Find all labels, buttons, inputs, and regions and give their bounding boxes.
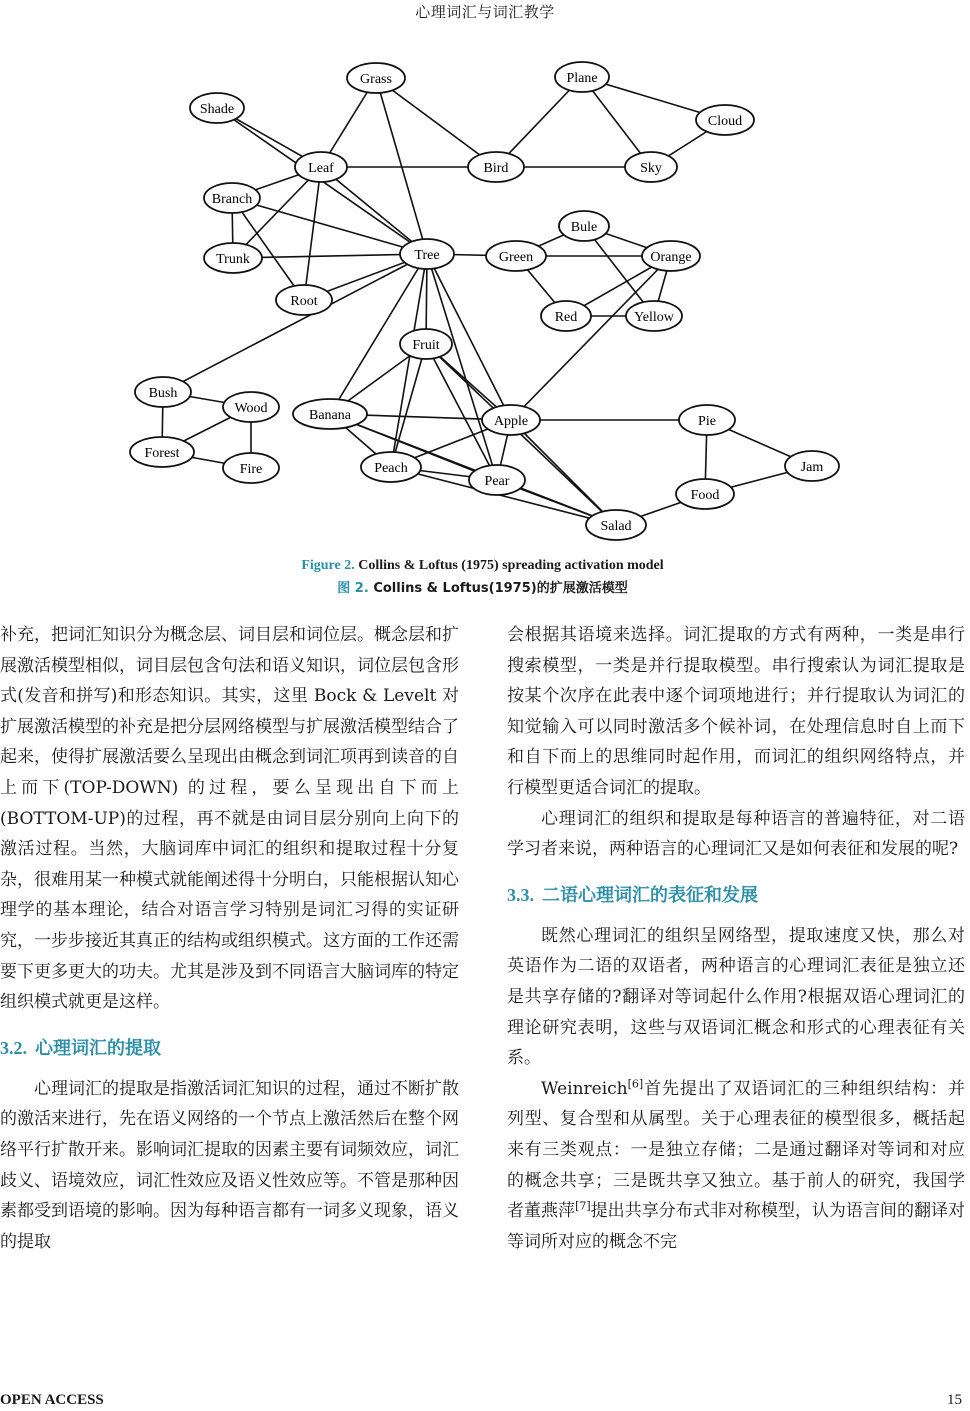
left-paragraph-1: 补充，把词汇知识分为概念层、词目层和词位层。概念层和扩展激活模型相似，词目层包含句法和语义知识，词位层包含形式(发音和拼写)和形态知识。其实，这里 Bock & Levelt 对扩展激活模型的补充是把分层网络模型与扩展激活模型结合了起来，使得扩展激活要么呈现出由概念到词汇项再到读音的自上而下(TOP-DOWN) 的过程，要么呈现出自下而上(BOTTOM-UP)的过程，再不就是由词目层分别向上向下的激活过程。当然，大脑词库中词汇的组织和提取过程十分复杂，很难用某一种模式就能阐述得十分明白，只能根据认知心理学的基本理论，结合对语言学习特别是词汇习得的实证研究，一步步接近其真正的结构或组织模式。这方面的工作还需要下更多更大的功夫。尤其是涉及到不同语言大脑词库的特定组织模式就更是这样。 (0, 625, 459, 1013)
section-number: 3.2. (0, 1037, 27, 1058)
node-label: Branch (211, 192, 253, 207)
spreading-activation-network-diagram (120, 30, 850, 550)
section-heading-3-2 (0, 1035, 459, 1062)
node-trunk (204, 243, 262, 273)
node-label: Root (290, 294, 318, 309)
figure-label-en: Figure 2. (301, 558, 355, 573)
node-sky (625, 152, 677, 182)
node-label: Grass (360, 72, 392, 87)
node-red (541, 301, 591, 331)
node-bird (468, 152, 524, 182)
author-name: Weinreich (541, 1078, 628, 1099)
node-label: Pie (698, 414, 716, 429)
page-number: 15 (947, 1392, 962, 1408)
figure-caption-zh (0, 577, 965, 596)
node-label: Jam (800, 460, 824, 475)
node-label: Trunk (216, 252, 250, 267)
edge-branch-tree (232, 198, 427, 254)
node-branch (204, 183, 260, 213)
node-label: Bule (570, 220, 598, 235)
node-label: Yellow (634, 310, 674, 325)
node-label: Food (690, 488, 720, 503)
node-label: Salad (600, 519, 632, 534)
node-salad (586, 510, 646, 540)
node-green (486, 241, 546, 271)
node-label: Fire (239, 462, 263, 477)
paragraph-text: 提出共享分布式非对称模型，认为语言间的翻译对等词所对应的概念不完 (507, 1201, 965, 1252)
node-label: Plane (566, 71, 598, 86)
edge-grass-bird (376, 78, 496, 167)
node-label: Bush (148, 386, 178, 401)
node-orange (642, 241, 700, 271)
node-cloud (696, 105, 754, 135)
node-label: Peach (374, 461, 408, 476)
node-wood (223, 392, 279, 422)
node-root (276, 285, 332, 315)
citation-ref-6: [6] (627, 1077, 644, 1091)
right-column (507, 620, 965, 1257)
node-label: Leaf (308, 161, 334, 176)
node-label: Apple (493, 414, 529, 429)
node-yellow (626, 301, 682, 331)
node-label: Bird (483, 161, 509, 176)
node-jam (785, 451, 839, 481)
section-number: 3.3. (507, 884, 534, 905)
paragraph-text: 首先提出了双语词汇的三种组织结构：并列型、复合型和从属型。关于心理表征的模型很多，概括起来有三类观点：一是独立存储；二是通过翻译对等词和对应的概念共享；三是既共享又独立。基于前人的研究，我国学者董燕萍 (507, 1078, 965, 1222)
edge-leaf-root (304, 167, 321, 300)
node-label: Red (554, 310, 578, 325)
node-fruit (400, 329, 452, 359)
node-pear (469, 465, 525, 495)
node-peach (361, 452, 421, 482)
running-header: 心理词汇与词汇教学 (415, 3, 555, 21)
node-pie (679, 405, 735, 435)
node-bule (559, 211, 609, 241)
edge-apple-salad (511, 420, 616, 525)
node-forest (130, 437, 194, 467)
node-label: Shade (199, 102, 235, 117)
node-label: Sky (640, 161, 662, 176)
node-shade (190, 93, 244, 123)
edge-apple-orange (511, 256, 671, 420)
node-grass (347, 63, 405, 93)
section-title: 二语心理词汇的表征和发展 (542, 884, 758, 906)
right-paragraph-4 (507, 1074, 965, 1258)
figure-caption-en (0, 558, 965, 574)
open-access-label: OPEN ACCESS (0, 1392, 104, 1408)
right-paragraph-1: 会根据其语境来选择。词汇提取的方式有两种，一类是串行搜索模型，一类是并行提取模型。串行搜索认为词汇提取是按某个次序在此表中逐个词项地进行；并行提取认为词汇的知觉输入可以同时激活多个候补词，在处理信息时自上而下和自下而上的思维同时起作用，而词汇的组织网络特点，并行模型更适合词汇的提取。 (507, 625, 965, 798)
section-title: 心理词汇的提取 (35, 1037, 161, 1059)
left-paragraph-2: 心理词汇的提取是指激活词汇知识的过程，通过不断扩散的激活来进行，先在语义网络的一个节点上激活然后在整个网络平行扩散开来。影响词汇提取的因素主要有词频效应，词汇歧义、语境效应，词汇性效应及语义性效应等。不管是那种因素都受到语境的影响。因为每种语言都有一词多义现象，语义的提取 (0, 1078, 459, 1252)
node-label: Orange (650, 250, 692, 265)
node-bush (135, 377, 191, 407)
node-label: Pear (484, 474, 510, 489)
section-heading-3-3 (507, 882, 965, 909)
node-tree (400, 239, 454, 269)
node-label: Forest (144, 446, 180, 461)
node-label: Fruit (412, 338, 440, 353)
node-label: Green (498, 250, 534, 265)
node-food (676, 479, 734, 509)
node-apple (482, 405, 540, 435)
node-leaf (295, 152, 347, 182)
node-label: Banana (309, 408, 351, 423)
figure-caption-zh-text: Collins & Loftus(1975)的扩展激活模型 (373, 581, 628, 596)
node-banana (293, 399, 367, 429)
node-label: Wood (234, 401, 268, 416)
node-plane (555, 62, 609, 92)
right-paragraph-2: 心理词汇的组织和提取是每种语言的普遍特征，对二语学习者来说，两种语言的心理词汇又是如何表征和发展的呢? (507, 808, 965, 860)
figure-caption-en-text: Collins & Loftus (1975) spreading activation model (358, 558, 664, 573)
figure-label-zh: 图 2. (337, 581, 369, 596)
citation-ref-7: [7] (575, 1199, 591, 1213)
left-column (0, 620, 459, 1257)
node-fire (223, 453, 279, 483)
node-label: Cloud (707, 114, 743, 129)
edge-grass-tree (376, 78, 427, 254)
node-label: Tree (414, 248, 440, 263)
right-paragraph-3: 既然心理词汇的组织呈网络型，提取速度又快，那么对英语作为二语的双语者，两种语言的心理词汇表征是独立还是共享存储的?翻译对等词起什么作用?根据双语心理词汇的理论研究表明，这些与双语词汇概念和形式的心理表征有关系。 (507, 925, 965, 1069)
